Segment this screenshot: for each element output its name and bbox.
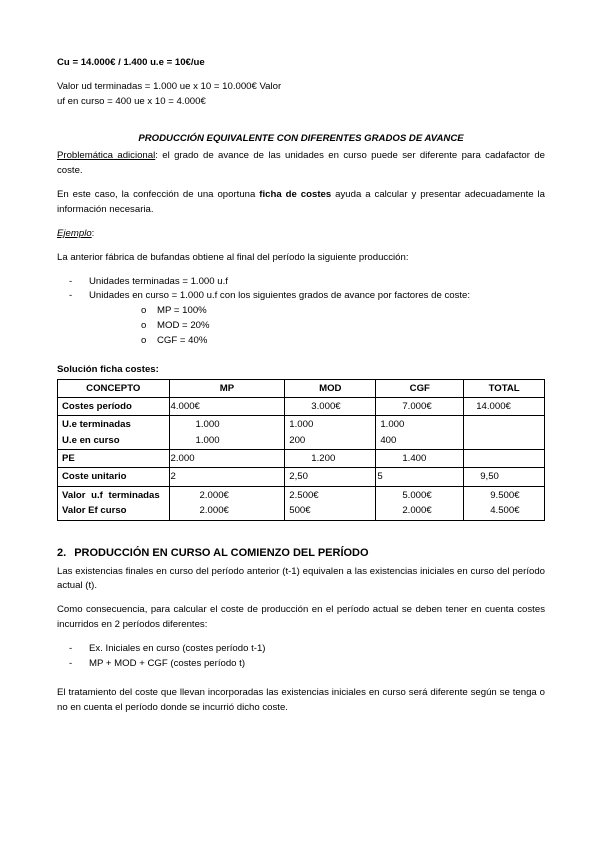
cell-value: 400 [380, 434, 397, 446]
production-list [57, 275, 545, 349]
cell: 9,50 [464, 468, 545, 486]
table-row [58, 468, 545, 486]
valor-line-2: uf en curso = 400 ue x 10 = 4.000€ [57, 95, 206, 107]
example-label-line [57, 227, 545, 242]
header-cgf: CGF [376, 379, 464, 397]
cell: 2 [169, 468, 285, 486]
cell-value: 1.000 [195, 434, 220, 446]
list-item-text: Unidades en curso = 1.000 u.f con los siguientes grados de avance por factores de coste: [89, 290, 471, 302]
cell [285, 486, 376, 520]
header-mod: MOD [285, 379, 376, 397]
section-title-produccion-equivalente: PRODUCCIÓN EQUIVALENTE CON DIFERENTES GRADOS DE AVANCE [138, 132, 464, 144]
grados-avance-list [89, 304, 545, 349]
section-2-paragraph-2: Como consecuencia, para calcular el coste de producción en el período actual se deben tener en cuenta costes incurridos en 2 períodos diferentes: [57, 604, 545, 631]
section-number: 2. [57, 546, 67, 559]
cell [376, 486, 464, 520]
example-colon: : [91, 227, 95, 239]
ue-terminadas-label: U.e terminadas [62, 419, 131, 431]
cell-value: 500€ [289, 505, 311, 517]
row-label: Costes período [58, 398, 170, 416]
example-intro: La anterior fábrica de bufandas obtiene al final del período la siguiente producción: [57, 251, 409, 263]
list-item: - Ex. Iniciales en curso (costes período t-1) [57, 642, 545, 657]
cell-value: 2.000€ [199, 489, 229, 501]
cell [169, 486, 285, 520]
table-header-row [58, 379, 545, 397]
section-2-heading [57, 545, 545, 562]
header-mp: MP [169, 379, 285, 397]
list-item: - MP + MOD + CGF (costes período t) [57, 657, 545, 672]
sub-list-item: o CGF = 40% [89, 334, 545, 349]
cell-value: 4.500€ [490, 505, 520, 517]
row-label: PE [58, 450, 170, 468]
case-text-a: En este caso, la confección de una oportuna [57, 189, 260, 201]
cell [464, 486, 545, 520]
cell: 4.000€ [169, 398, 285, 416]
row-label [58, 486, 170, 520]
cu-formula: Cu = 14.000€ / 1.400 u.e = 10€/ue [57, 57, 205, 68]
cell: 2,50 [285, 468, 376, 486]
cell: 2.000 [169, 450, 285, 468]
ficha-costes-emphasis: ficha de costes [259, 189, 332, 201]
valor-line-1: Valor ud terminadas = 1.000 ue x 10 = 10.000€ Valor [57, 80, 282, 92]
section-2-paragraph-3: El tratamiento del coste que llevan incorporadas las existencias iniciales en curso será diferente según se tenga o no en cuenta el período donde se incurrió dicho coste. [57, 686, 545, 713]
example-label: Ejemplo [57, 227, 92, 239]
cell-value: 1.000 [380, 419, 405, 431]
cell-value: 5.000€ [402, 489, 432, 501]
list-item [57, 289, 545, 348]
sub-list-item: o MOD = 20% [89, 319, 545, 334]
cell [464, 416, 545, 450]
cell-value: 200 [289, 434, 306, 446]
ficha-costes-table [57, 379, 545, 521]
cell-value: 2.000€ [402, 505, 432, 517]
header-concepto: CONCEPTO [58, 379, 170, 397]
table-row [58, 486, 545, 520]
valor-terminadas-label: Valor u.f terminadas [62, 489, 160, 501]
cell [464, 450, 545, 468]
table-row [58, 416, 545, 450]
costs-periods-list [57, 642, 545, 672]
cell-value: 2.500€ [289, 489, 319, 501]
cell-value: 2.000€ [199, 505, 229, 517]
table-row [58, 398, 545, 416]
cell-value: 9.500€ [490, 489, 520, 501]
cell-value: 1.000 [289, 419, 314, 431]
ue-curso-label: U.e en curso [62, 434, 120, 446]
cell-value: 1.000 [195, 419, 220, 431]
valor-curso-label: Valor Ef curso [62, 505, 127, 517]
cell: 3.000€ [285, 398, 376, 416]
cell: 7.000€ [376, 398, 464, 416]
cell [169, 416, 285, 450]
problem-paragraph [57, 149, 545, 179]
row-label [58, 416, 170, 450]
problem-text: : el grado de avance de las unidades en curso puede ser diferente para cadafactor de coste. [57, 150, 545, 177]
sub-list-item: o MP = 100% [89, 304, 545, 319]
cell: 5 [376, 468, 464, 486]
table-row [58, 450, 545, 468]
cell [285, 416, 376, 450]
row-label: Coste unitario [58, 468, 170, 486]
case-paragraph [57, 188, 545, 218]
case-text-b: ayuda a calcular y presentar adecuadamente la información necesaria. [57, 189, 545, 216]
cell: 14.000€ [464, 398, 545, 416]
list-item: - Unidades terminadas = 1.000 u.f [57, 275, 545, 290]
cell [376, 416, 464, 450]
cell: 1.200 [285, 450, 376, 468]
problem-label: Problemática adicional [57, 150, 156, 162]
cell: 1.400 [376, 450, 464, 468]
section-title: PRODUCCIÓN EN CURSO AL COMIENZO DEL PERÍODO [74, 546, 369, 559]
table-title: Solución ficha costes: [57, 363, 159, 375]
section-2-paragraph-1: Las existencias finales en curso del período anterior (t-1) equivalen a las existencias iniciales en curso del período actual (t). [57, 565, 545, 592]
header-total: TOTAL [464, 379, 545, 397]
document-page [57, 56, 545, 715]
